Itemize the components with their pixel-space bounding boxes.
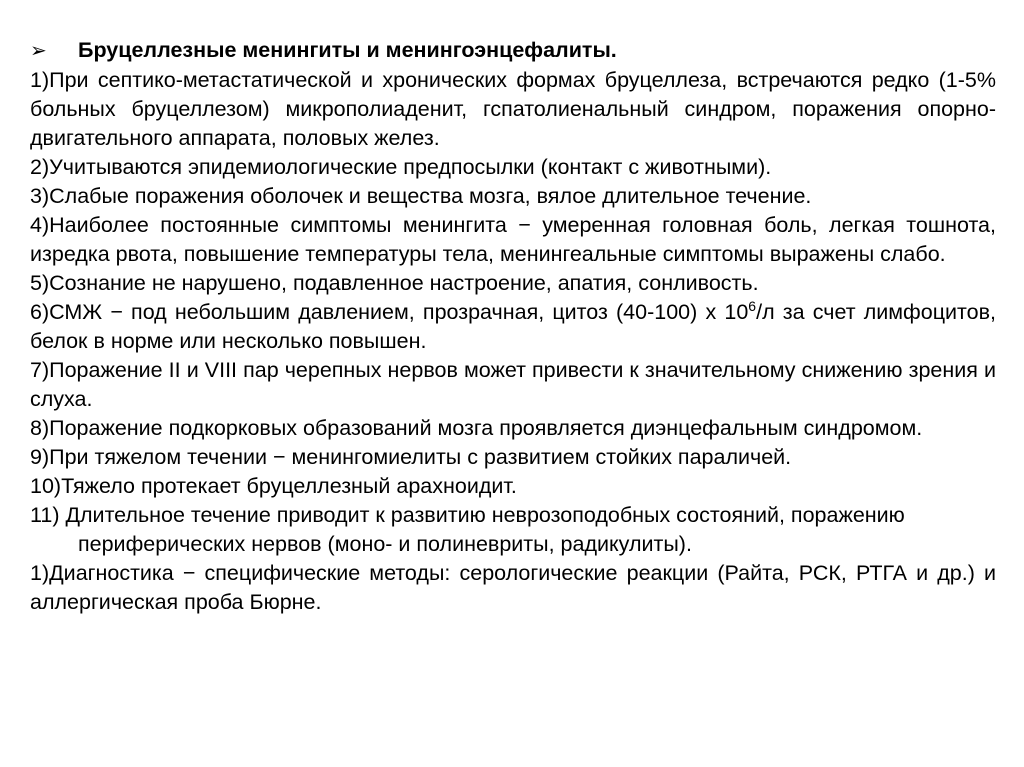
list-item-4: 4)Наиболее постоянные симптомы менингита − умеренная головная боль, легкая тошнота, изредка рвота, повышение температуры тела, менингеальные симптомы выражены слабо.: [30, 213, 996, 266]
list-item-9: 9)При тяжелом течении − менингомиелиты с развитием стойких параличей.: [30, 445, 792, 469]
list-item-10: 10)Тяжело протекает бруцеллезный арахноидит.: [30, 474, 517, 498]
slide-content: [30, 36, 996, 617]
superscript-exponent: 6: [748, 297, 757, 314]
list-item-11: 11) Длительное течение приводит к развитию неврозоподобных состояний, поражению периферических нервов (моно- и полиневриты, радикулиты).: [30, 503, 905, 556]
arrow-bullet-icon: ➢: [30, 40, 47, 62]
list-item-6-text: 6)СМЖ − под небольшим давлением, прозрачная, цитоз (40-100) х 10: [30, 300, 749, 324]
list-item-6-text-end: /л за счет лимфоцитов, белок в норме или несколько повышен.: [30, 300, 996, 353]
list-item-6: [30, 298, 996, 356]
list-item-1: 1)При септико-метастатической и хронических формах бруцеллеза, встречаются редко (1-5% больных бруцеллезом) микрополиаденит, гспатолиенальный синдром, поражения опорно-двигательного аппарата, половых желез.: [30, 68, 996, 150]
list-item-2: 2)Учитываются эпидемиологические предпосылки (контакт с животными).: [30, 155, 772, 179]
list-item-8: 8)Поражение подкорковых образований мозга проявляется диэнцефальным синдромом.: [30, 416, 923, 440]
list-item-3: 3)Слабые поражения оболочек и вещества мозга, вялое длительное течение.: [30, 184, 812, 208]
slide-heading: [30, 36, 996, 66]
list-item-7: 7)Поражение II и VIII пар черепных нервов может привести к значительному снижению зрения и слуха.: [30, 358, 996, 411]
diagnostics-item: 1)Диагностика − специфические методы: серологические реакции (Райта, РСК, РТГА и др.) и аллергическая проба Бюрне.: [30, 561, 996, 614]
heading-title: Бруцеллезные менингиты и менингоэнцефалиты.: [78, 38, 617, 62]
list-item-5: 5)Сознание не нарушено, подавленное настроение, апатия, сонливость.: [30, 271, 759, 295]
